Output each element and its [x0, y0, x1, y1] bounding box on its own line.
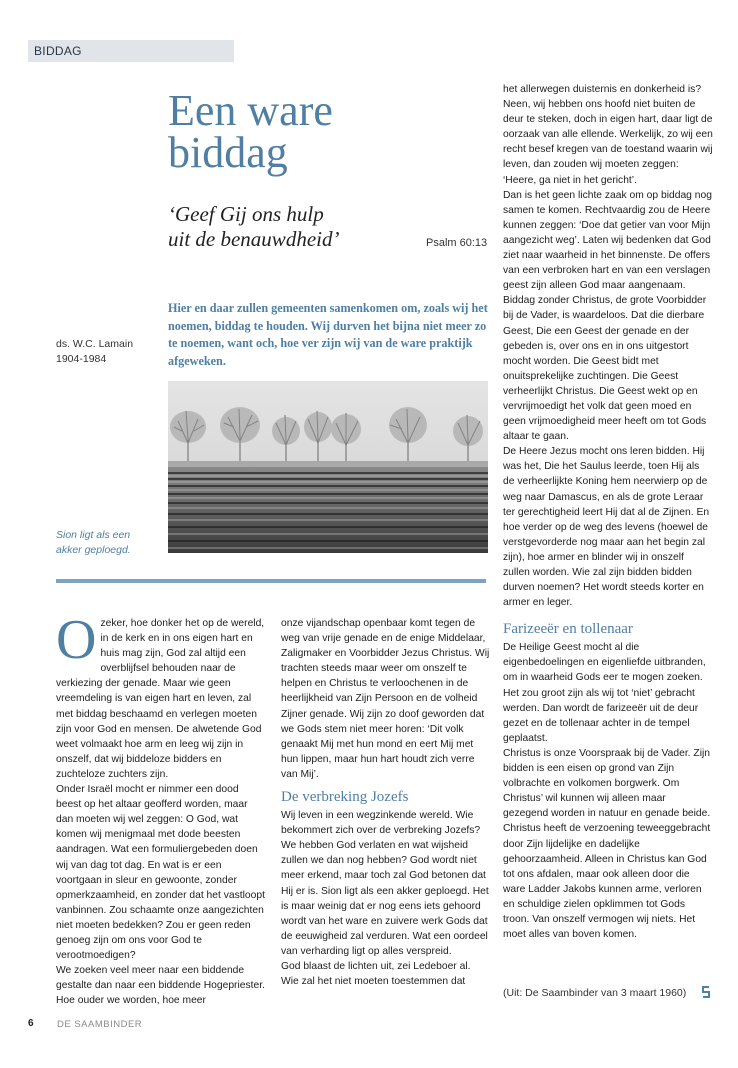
drop-cap: O: [56, 609, 97, 671]
title-line-2: biddag: [168, 128, 288, 177]
pull-quote: [168, 202, 408, 252]
paragraph: onze vijandschap openbaar komt tegen de weg van vrije genade en de enige Middelaar, Zaligmaker en Voorbidder Jezus Christus. Wij trachten steeds maar weer om onszelf te helpen en Christus te verloochenen in de heerlijkheid van Zijn Persoon en de volheid Zijner genade. Wij zijn zo doof geworden dat we Gods stem niet meer horen: ‘Dit volk genaakt Mij met hun mond en eert Mij met hun lippen, maar hun hart houdt zich verre van Mij’.: [281, 618, 490, 780]
paragraph: We zoeken veel meer naar een biddende gestalte dan naar een biddende Hogepriester. Hoe ouder we worden, hoe meer: [56, 965, 265, 1007]
source-note: (Uit: De Saambinder van 3 maart 1960): [503, 987, 687, 999]
article-title: [168, 86, 468, 177]
field-photo: [168, 381, 488, 553]
paragraph: Biddag zonder Christus, de grote Voorbidder bij de Vader, is waardeloos. Dat die dierbare Geest, Die een Geest der genade en der gebeden is, over ons en in ons uitgestort mocht worden. Die Geest bidt met onuitsprekelijke zuchtingen. Die Geest verheerlijkt Christus. Die Geest wekt op en vervrijmoedigt het volk dat geen moed en geen vrijmoedigheid meer heeft om tot Gods altaar te gaan.: [503, 295, 707, 443]
section-label: BIDDAG: [28, 40, 234, 62]
paragraph: De Heere Jezus mocht ons leren bidden. Hij was het, Die het Saulus leerde, toen Hij als de verheerlijkte Koning hem neerwierp op de weg naar Damascus, en als de grote Leraar ter gerechtigheid leert Hij dat al de Zijnen. En hoe verder op de weg des levens (hoewel de verstgevorderde nog maar aan het begin zal zijn), hoe armer en blinder wij in onszelf zullen worden. Wie zal zijn bidden bidden durven noemen? Het wordt steeds korter en armer en leger.: [503, 446, 710, 609]
quote-line-1: ‘Geef Gij ons hulp: [168, 202, 324, 226]
intro-paragraph: Hier en daar zullen gemeenten samenkomen om, zoals wij het noemen, biddag te houden. Wij durven het bijna niet meer zo te noemen, want och, hoe ver zijn wij van de ware praktijk afgeweken.: [168, 301, 488, 368]
quote-reference: Psalm 60:13: [426, 237, 488, 249]
title-line-1: Een ware: [168, 86, 333, 135]
paragraph: De Heilige Geest mocht al die eigenbedoelingen en eigenliefde uitbranden, om in waarheid Gods eer te mogen zoeken. Het zou groot zijn als wij tot ‘niet’ gebracht werden. Dan wordt de farizeeër uit de deur gezet en de tollenaar achter in de tempel geplaatst.: [503, 642, 706, 744]
paragraph: zeker, hoe donker het op de wereld, in de kerk en in ons eigen hart en huis mag zijn, God zal altijd een overblijfsel behouden naar de verkiezing der genade. Maar wie geen vreemdeling is van eigen hart en leven, zal met biddag beschaamd en verlegen moeten zijn voor God en mensen. De alwetende God weet volmaakt hoe arm en leeg wij zijn in onszelf, dat wij biddeloze bidders en zuchteloze zuchters zijn.: [56, 618, 265, 780]
paragraph: Onder Israël mocht er nimmer een dood beest op het altaar geofferd worden, maar dan moeten wij wel zeggen: O God, wat komen wij menigmaal met dode beesten aandragen. Wat een formuliergebeden doen wij van dag tot dag. En wat is er een voortgaan in sleur en gewoonte, zonder opmerkzaamheid, en zonder dat het vastloopt vanbinnen. Zou schaamte onze aangezichten niet moeten bedekken? Zou er geen reden genoeg zijn om ons voor God te verootmoedigen?: [56, 784, 265, 962]
paragraph: Dan is het geen lichte zaak om op biddag nog samen te komen. Rechtvaardig zou de Heere kunnen zeggen: ‘Doe dat getier van voor Mijn aangezicht weg’. Laten wij bedenken dat God ziet naar waarheid in het binnenste. De offers van een verbroken hart en van een verslagen geest zijn alleen God maar aangenaam.: [503, 189, 712, 292]
end-mark-icon: [701, 985, 711, 997]
subheading: Farizeeër en tollenaar: [503, 621, 633, 638]
photo-caption: Sion ligt als een akker geploegd.: [56, 529, 131, 556]
paragraph: Wij leven in een wegzinkende wereld. Wie bekommert zich over de verbreking Jozefs? We hebben God verlaten en wat wijsheid zullen we dan nog hebben? God wordt niet meer erkend, maar toch zal God betonen dat Hij er is. Sion ligt als een akker geploegd. Het is maar weinig dat er nog eens iets gehoord wordt van het ware en zuivere werk Gods dat de eeuwigheid zal verduren. Wat een oordeel van verharding ligt op alles verspreid.: [281, 810, 489, 957]
text-column-1: [56, 609, 266, 1008]
page-number: 6: [28, 1018, 34, 1029]
paragraph: het allerwegen duisternis en donkerheid is? Neen, wij hebben ons hoofd niet buiten de deur te steken, doch in eigen hart, daar ligt de oorzaak van alle ellende. Werkelijk, zo wij een recht besef kregen van de toestand waarin wij leven, dan zouden wij moeten zeggen: ‘Heere, ga niet in het gericht’.: [503, 84, 713, 186]
plowed-field-image: [168, 381, 488, 553]
author-name: ds. W.C. Lamain: [56, 338, 134, 350]
text-column-2: [281, 616, 491, 989]
subheading: De verbreking Jozefs: [281, 789, 409, 806]
author-byline: [56, 337, 133, 367]
author-years: 1904-1984: [56, 353, 107, 365]
quote-line-2: uit de benauwdheid’: [168, 227, 340, 251]
divider-rule: [56, 579, 486, 583]
paragraph: Christus is onze Voorspraak bij de Vader. Zijn bidden is een eisen op grond van Zijn volbrachte en volkomen borgwerk. Om Christus’ wil kunnen wij alleen maar gezegend worden in natuur en genade beide. Christus heeft de verzoening teweeggebracht door Zijn lijdelijke en dadelijke gehoorzaamheid. Alleen in Christus kan God tot ons afdalen, maar ook alleen door die ware Ladder Jakobs kunnen arme, verloren en schuldige zielen opklimmen tot Gods troon. Van onszelf vermogen wij niets. Het moet alles van boven komen.: [503, 747, 711, 941]
magazine-name: DE SAAMBINDER: [57, 1019, 143, 1030]
text-column-3: [503, 82, 713, 942]
paragraph: God blaast de lichten uit, zei Ledeboer al. Wie zal het niet moeten toestemmen dat: [281, 960, 471, 988]
